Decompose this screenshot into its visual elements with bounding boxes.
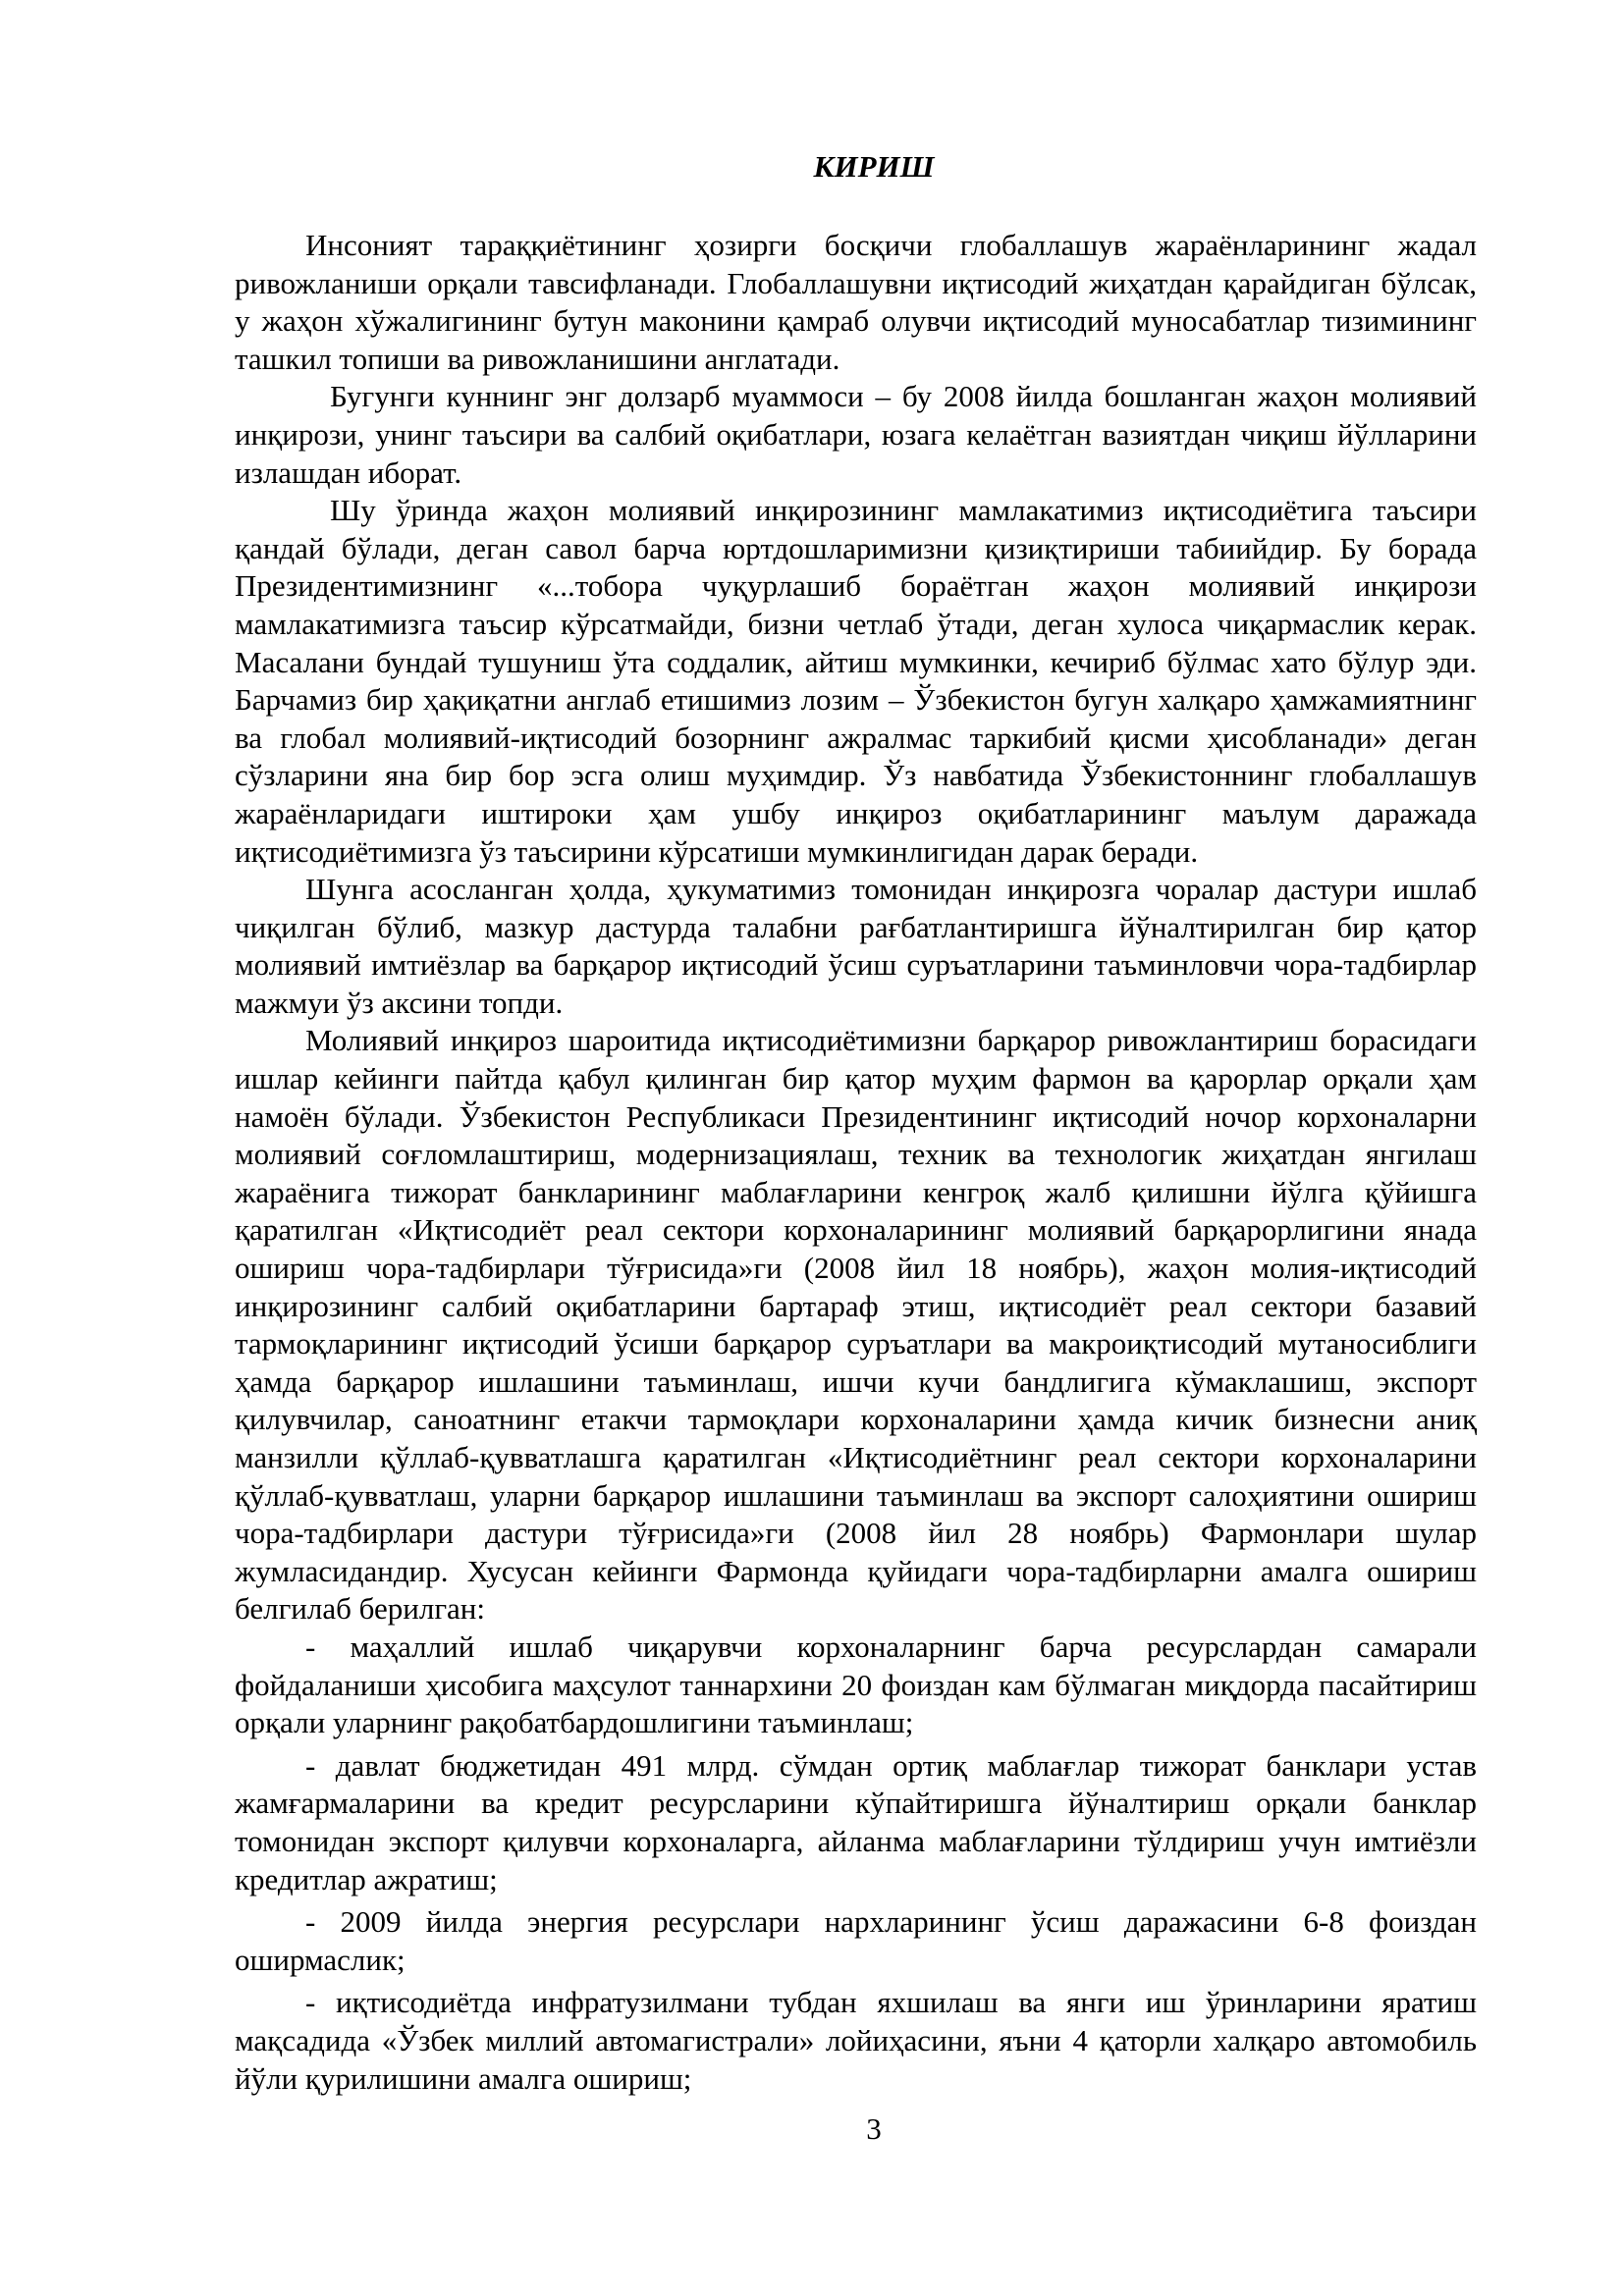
list-item: - 2009 йилда энергия ресурслари нархларининг ўсиш даражасини 6-8 фоиздан оширмаслик; [235,1904,1477,1977]
paragraph-anti-crisis-program: Шунга асосланган ҳолда, ҳукуматимиз томонидан инқирозга чоралар дастури ишлаб чиқилган бўлиб, мазкур дастурда талабни рағбатлантиришга йўналтирилган бир қатор молиявий имтиёзлар ва барқарор иқтисодий ўсиш суръатларини таъминловчи чора-тадбирлар мажмуи ўз аксини топди. [235,872,1477,1020]
list-item: - давлат бюджетидан 491 млрд. сўмдан ортиқ маблағлар тижорат банклари устав жамғармаларини ва кредит ресурсларини кўпайтиришга йўналтириш орқали банклар томонидан экспорт қилувчи корхоналарга, айланма маблағларини тўлдириш учун имтиёзли кредитлар ажратиш; [235,1747,1477,1896]
paragraph-decrees: Молиявий инқироз шароитида иқтисодиётимизни барқарор ривожлантириш борасидаги ишлар кейинги пайтда қабул қилинган бир қатор муҳим фармон ва қарорлар орқали ҳам намоён бўлади. Ўзбекистон Республикаси Президентининг иқтисодий ночор корхоналарни молиявий соғломлаштириш, модернизациялаш, техник ва технологик жиҳатдан янгилаш жараёнига тижорат банкларининг маблағларини кенгроқ жалб қилишни йўлга қўйишга қаратилган «Иқтисодиёт реал сектори корхоналарининг молиявий барқарорлигини янада ошириш чора-тадбирлари тўғрисида»ги (2008 йил 18 ноябрь), жаҳон молия-иқтисодий инқирозининг салбий оқибатларини бартараф этиш, иқтисодиёт реал сектори базавий тармоқларининг иқтисодий ўсиши барқарор суръатлари ва макроиқтисодий мутаносиблиги ҳамда барқарор ишлашини таъминлаш, ишчи кучи бандлигига кўмаклашиш, экспорт қилувчилар, саноатнинг етакчи тармоқлари корхоналарини ҳамда кичик бизнесни аниқ манзилли қўллаб-қувватлашга қаратилган «Иқтисодиётнинг реал сектори корхоналарини қўллаб-қувватлаш, уларни барқарор ишлашини таъминлаш ва экспорт салоҳиятини ошириш чора-тадбирлари дастури тўғрисида»ги (2008 йил 28 ноябрь) Фармонлари шулар жумласидандир. Хусусан кейинги Фармонда қуйидаги чора-тадбирларни амалга ошириш белгилаб берилган: [235,1023,1477,1627]
page-title: КИРИШ [813,149,935,184]
paragraph-president-quote: Шу ўринда жаҳон молиявий инқирозининг мамлакатимиз иқтисодиётига таъсири қандай бўлади, деган савол барча юртдошларимизни қизиқтириши табиийдир. Бу борада Президентимизнинг «...тобора чуқурлашиб бораётган жаҳон молиявий инқирози мамлакатимизга таъсир кўрсатмайди, бизни четлаб ўтади, деган хулоса чиқармаслик керак. Масалани бундай тушуниш ўта соддалик, айтиш мумкинки, кечириб бўлмас хато бўлур эди. Барчамиз бир ҳақиқатни англаб етишимиз лозим – Ўзбекистон бугун халқаро ҳамжамиятнинг ва глобал молиявий-иқтисодий бозорнинг ажралмас таркибий қисми ҳисобланади» деган сўзларини яна бир бор эсга олиш муҳимдир. Ўз навбатида Ўзбекистоннинг глобаллашув жараёнларидаги иштироки ҳам ушбу инқироз оқибатларининг маълум даражада иқтисодиётимизга ўз таъсирини кўрсатиши мумкинлигидан дарак беради. [235,493,1477,869]
page-number: 3 [866,2111,882,2146]
paragraph-crisis: Бугунги куннинг энг долзарб муаммоси – бу 2008 йилда бошланган жаҳон молиявий инқирози, унинг таъсири ва салбий оқибатлари, юзага келаётган вазиятдан чиқиш йўлларини излашдан иборат. [235,379,1477,490]
list-item: - маҳаллий ишлаб чиқарувчи корхоналарнинг барча ресурслардан самарали фойдаланиши ҳисобига маҳсулот таннархини 20 фоиздан кам бўлмаган миқдорда пасайтириш орқали уларнинг рақобатбардошлигини таъминлаш; [235,1629,1477,1740]
paragraph-intro: Инсоният тараққиётининг ҳозирги босқичи глобаллашув жараёнларининг жадал ривожланиши орқали тавсифланади. Глобаллашувни иқтисодий жиҳатдан қарайдиган бўлсак, у жаҳон хўжалигининг бутун маконини қамраб олувчи иқтисодий муносабатлар тизимининг ташкил топиши ва ривожланишини англатади. [235,228,1477,376]
list-item: - иқтисодиётда инфратузилмани тубдан яхшилаш ва янги иш ўринларини яратиш мақсадида «Ўзбек миллий автомагистрали» лойиҳасини, яъни 4 қаторли халқаро автомобиль йўли қурилишини амалга ошириш; [235,1985,1477,2096]
body-text [235,227,1477,2098]
